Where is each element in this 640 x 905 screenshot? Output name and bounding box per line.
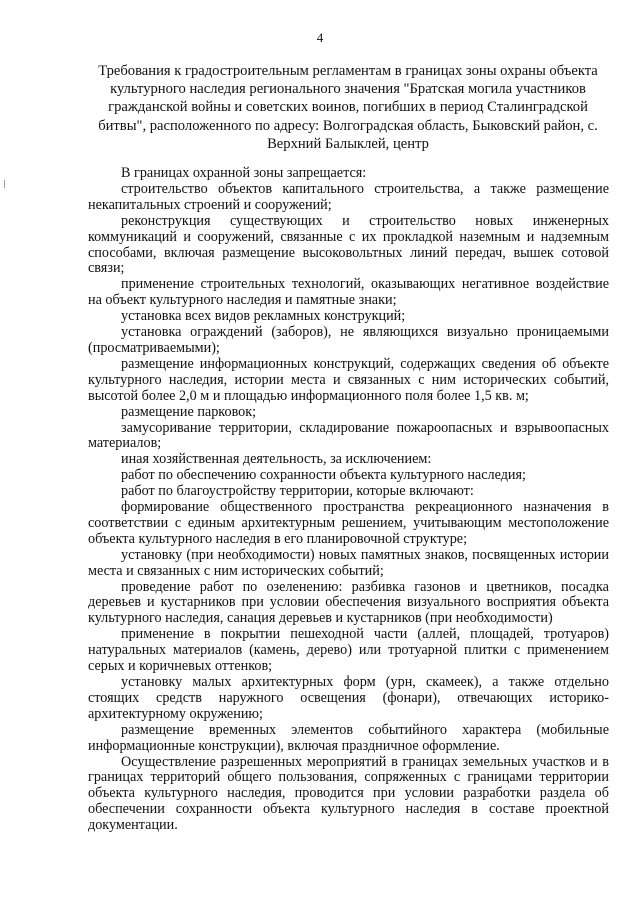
paragraph: установка ограждений (заборов), не являющихся визуально проницаемыми (просматриваемыми); bbox=[88, 324, 609, 356]
paragraph: работ по благоустройству территории, которые включают: bbox=[121, 483, 474, 500]
paragraph: проведение работ по озеленению: разбивка газонов и цветников, посадка деревьев и кустарников при условии обеспечения визуального восприятия объекта культурного наследия, санация деревьев и кустарников (при необходимости) bbox=[88, 578, 609, 627]
scan-artifact bbox=[4, 180, 5, 188]
paragraph: применение в покрытии пешеходной части (аллей, площадей, тротуаров) натуральных материалов (камень, дерево) или тротуарной плитки с применением серых и коричневых оттенков; bbox=[88, 626, 609, 675]
document-body bbox=[88, 166, 609, 834]
paragraph: замусоривание территории, складирование пожароопасных и взрывоопасных материалов; bbox=[88, 419, 609, 452]
paragraph-intro: В границах охранной зоны запрещается: bbox=[121, 165, 367, 181]
paragraph: установку малых архитектурных форм (урн, скамеек), а также отдельно стоящих средств наружного освещения (фонари), отвечающих историко-архитектурному окружению; bbox=[88, 674, 609, 722]
paragraph: формирование общественного пространства рекреационного назначения в соответствии с единым архитектурным решением, учитывающим местоположение объекта культурного наследия в его планировочной структуре; bbox=[88, 499, 609, 547]
paragraph: установка всех видов рекламных конструкций; bbox=[121, 308, 406, 325]
paragraph: установку (при необходимости) новых памятных знаков, посвященных истории места и связанных с ним исторических событий; bbox=[88, 546, 609, 579]
paragraph: размещение информационных конструкций, содержащих сведения об объекте культурного наследия, истории места и связанных с ним исторических событий, высотой более 2,0 м и площадью информационного поля более 1,5 кв. м; bbox=[88, 355, 609, 404]
paragraph: реконструкция существующих и строительство новых инженерных коммуникаций и сооружений, связанные с их прокладкой наземным и надземным способами, включая размещение высоковольтных линий передач, вышек сотовой связи; bbox=[88, 212, 609, 277]
paragraph: размещение временных элементов событийного характера (мобильные информационные конструкции), включая праздничное оформление. bbox=[88, 721, 609, 754]
paragraph: применение строительных технологий, оказывающих негативное воздействие на объект культурного наследия и памятные знаки; bbox=[88, 276, 609, 309]
paragraph-closing: Осуществление разрешенных мероприятий в границах земельных участков и в границах территорий общего пользования, сопряженных с границами территории объекта культурного наследия, проводится при условии разработки раздела об обеспечении сохранности объекта культурного наследия в составе проектной документации. bbox=[88, 753, 609, 834]
document-title: Требования к градостроительным регламентам в границах зоны охраны объекта культурного наследия регионального значения "Братская могила участников гражданской войны и советских воинов, погибших в период Сталинградской битвы", расположенного по адресу: Волгоградская область, Быковский район, с. Верхний Балыклей, центр bbox=[98, 63, 598, 152]
page-number: 4 bbox=[316, 30, 324, 45]
paragraph: иная хозяйственная деятельность, за исключением: bbox=[121, 451, 432, 468]
paragraph: работ по обеспечению сохранности объекта культурного наследия; bbox=[121, 467, 526, 484]
paragraph: размещение парковок; bbox=[121, 403, 257, 420]
paragraph: строительство объектов капитального строительства, а также размещение некапитальных строений и сооружений; bbox=[88, 180, 609, 213]
